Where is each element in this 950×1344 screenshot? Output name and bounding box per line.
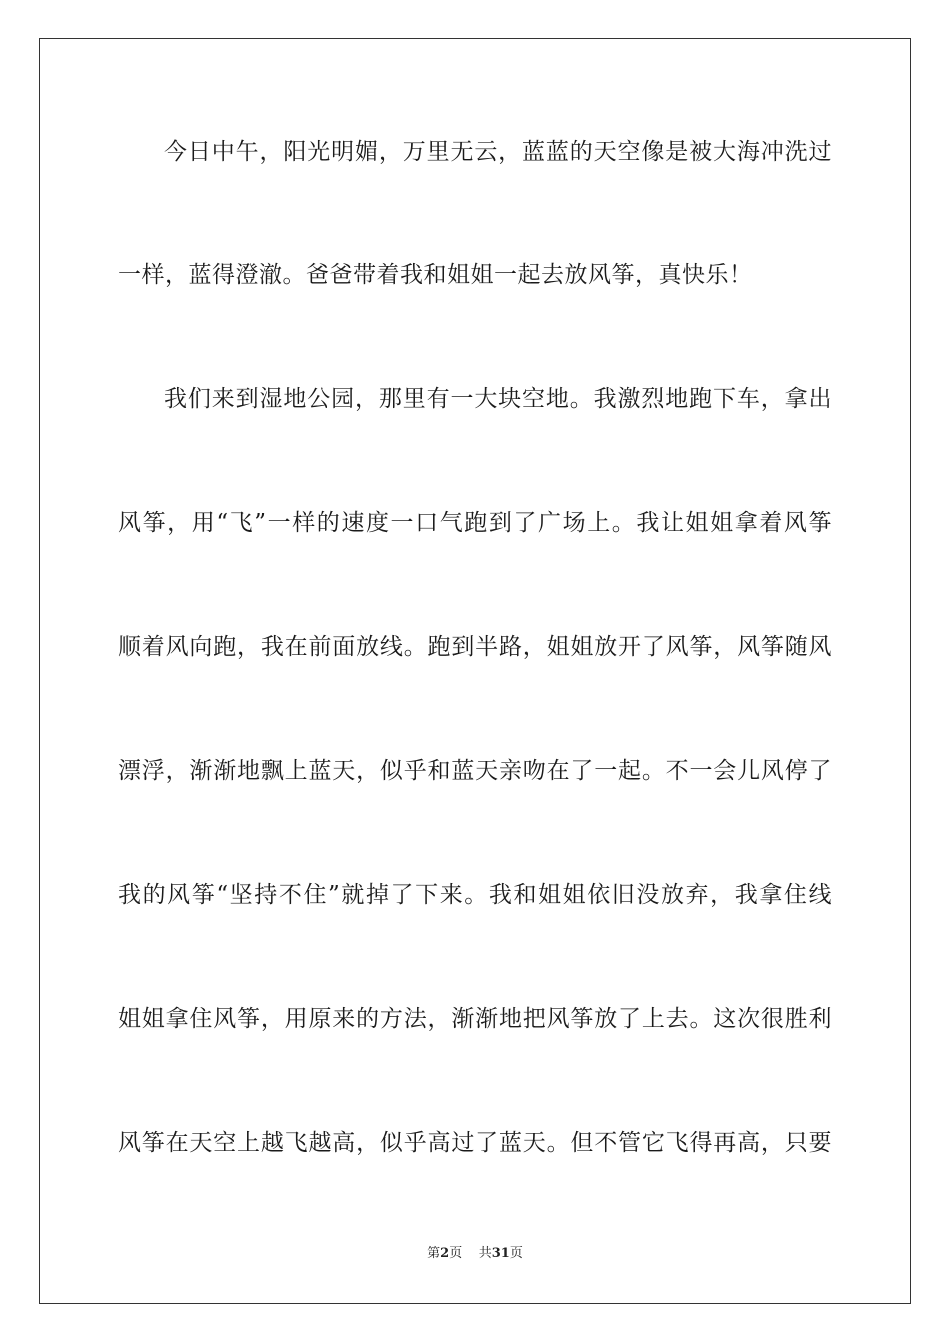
total-suffix: 页 xyxy=(509,1246,523,1261)
paragraph-line: 风筝在天空上越飞越高，似乎高过了蓝天。但不管它飞得再高，只要 xyxy=(118,1130,832,1156)
paragraph-line: 风筝，用“飞”一样的速度一口气跑到了广场上。我让姐姐拿着风筝 xyxy=(118,510,832,536)
paragraph-line: 一样，蓝得澄澈。爸爸带着我和姐姐一起去放风筝，真快乐！ xyxy=(118,262,753,288)
total-prefix: 共 xyxy=(478,1246,492,1261)
page-footer xyxy=(0,1246,950,1262)
total-pages: 31 xyxy=(491,1246,510,1261)
paragraph-line: 姐姐拿住风筝，用原来的方法，渐渐地把风筝放了上去。这次很胜利 xyxy=(118,1006,832,1032)
paragraph-line: 我们来到湿地公园，那里有一大块空地。我激烈地跑下车，拿出 xyxy=(164,386,832,412)
paragraph-line: 我的风筝“坚持不住”就掉了下来。我和姐姐依旧没放弃，我拿住线 xyxy=(118,882,832,908)
page-suffix: 页 xyxy=(449,1246,463,1261)
page-prefix: 第 xyxy=(427,1246,441,1261)
paragraph-line: 今日中午，阳光明媚，万里无云，蓝蓝的天空像是被大海冲洗过 xyxy=(164,139,832,165)
paragraph-line: 漂浮，渐渐地飘上蓝天，似乎和蓝天亲吻在了一起。不一会儿风停了 xyxy=(118,758,832,784)
page-border xyxy=(39,38,911,1304)
page-number: 2 xyxy=(440,1246,450,1261)
paragraph-line: 顺着风向跑，我在前面放线。跑到半路，姐姐放开了风筝，风筝随风 xyxy=(118,634,832,660)
